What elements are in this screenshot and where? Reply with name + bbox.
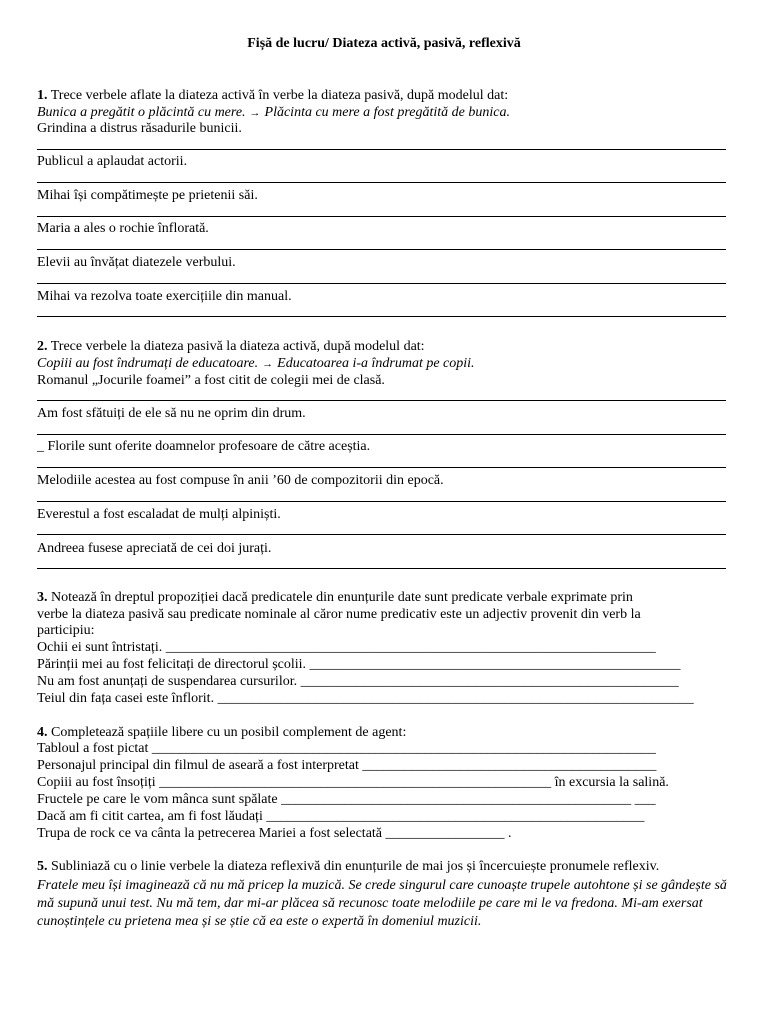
ex2-item: Romanul „Jocurile foamei” a fost citit de colegii mei de clasă. [37,373,385,388]
ex5-number: 5. [37,859,48,874]
ex3-number: 3. [37,590,48,605]
ex3-instruction-line: verbe la diateza pasivă sau predicate nominale al căror nume predicativ este un adjectiv provenit din verb la [37,607,641,622]
ex3-item[interactable]: Ochii ei sunt întristați. ______________________________________________________________________ [37,640,656,655]
ex2-model [37,355,475,373]
answer-line[interactable] [37,149,726,150]
ex2-model-left: Copiii au fost îndrumați de educatoare. [37,356,259,371]
ex2-model-right: Educatoarea i-a îndrumat pe copii. [277,356,475,371]
ex3-item[interactable]: Părinții mei au fost felicitați de directorul școlii. _____________________________________________________ [37,657,681,672]
page-title: Fișă de lucru/ Diateza activă, pasivă, reflexivă [247,36,521,51]
ex4-item[interactable]: Copiii au fost însoțiți ________________________________________________________ în excursia la salină. [37,775,669,790]
ex1-model-left: Bunica a pregătit o plăcintă cu mere. [37,105,246,120]
ex2-instruction [37,338,425,355]
ex2-item: Am fost sfătuiți de ele să nu ne oprim din drum. [37,406,306,421]
ex2-item: Andreea fusese apreciată de cei doi jurați. [37,541,272,556]
ex1-item: Maria a ales o rochie înflorată. [37,221,209,236]
answer-line[interactable] [37,501,726,502]
answer-line[interactable] [37,534,726,535]
ex4-number: 4. [37,725,48,740]
ex1-item: Elevii au învățat diatezele verbului. [37,255,236,270]
ex4-item[interactable]: Personajul principal din filmul de aseară a fost interpretat __________________________________________ [37,758,657,773]
arrow-icon: → [262,358,274,370]
ex3-item[interactable]: Nu am fost anunțați de suspendarea cursurilor. ______________________________________________________ [37,674,679,689]
ex4-item[interactable]: Trupa de rock ce va cânta la petrecerea Mariei a fost selectată _________________ . [37,826,512,841]
ex2-item: Everestul a fost escaladat de mulți alpiniști. [37,507,281,522]
answer-line[interactable] [37,434,726,435]
ex1-instruction-text: Trece verbele aflate la diateza activă în verbe la diateza pasivă, după modelul dat: [47,88,509,103]
ex3-instruction-line [37,589,633,606]
ex1-instruction [37,87,508,104]
ex1-number: 1. [37,88,48,103]
answer-line[interactable] [37,568,726,569]
ex3-item[interactable]: Teiul din fața casei este înflorit. ____________________________________________________________________ [37,691,694,706]
answer-line[interactable] [37,216,726,217]
ex5-instruction [37,858,659,875]
ex2-number: 2. [37,339,48,354]
ex1-item: Mihai își compătimește pe prietenii săi. [37,188,258,203]
ex5-paragraph[interactable]: Fratele meu își imaginează că nu mă pricep la muzică. Se crede singurul care cunoaște trupele autohtone și se gândește să mă supună unui test. Nu mă tem, dar mi-ar plăcea să recunosc toate melodiile pe care mi le va fredona. Mi-am exersat cunoștințele cu prietena mea și se știe că ea este o expertă în domeniul muzicii. [37,878,727,929]
arrow-icon: → [249,107,261,119]
ex2-instruction-text: Trece verbele la diateza pasivă la diateza activă, după modelul dat: [47,339,425,354]
ex5-instruction-text: Subliniază cu o linie verbele la diateza reflexivă din enunțurile de mai jos și încercuiește pronumele reflexiv. [47,859,660,874]
ex1-item: Grindina a distrus răsadurile bunicii. [37,121,242,136]
ex1-item: Mihai va rezolva toate exercițiile din manual. [37,289,292,304]
ex4-item[interactable]: Dacă am fi citit cartea, am fi fost lăudați ______________________________________________________ [37,809,645,824]
ex4-item[interactable]: Tabloul a fost pictat ________________________________________________________________________ [37,741,656,756]
ex2-item: Melodiile acestea au fost compuse în anii ’60 de compozitorii din epocă. [37,473,444,488]
ex2-item: _ Florile sunt oferite doamnelor profesoare de către aceștia. [37,439,371,454]
ex4-instruction [37,724,406,741]
answer-line[interactable] [37,283,726,284]
answer-line[interactable] [37,400,726,401]
ex3-instruction-line: participiu: [37,623,95,638]
ex1-model-right: Plăcinta cu mere a fost pregătită de bunica. [264,105,511,120]
ex4-instruction-text: Completează spațiile libere cu un posibil complement de agent: [47,725,407,740]
answer-line[interactable] [37,467,726,468]
answer-line[interactable] [37,182,726,183]
ex1-item: Publicul a aplaudat actorii. [37,154,188,169]
answer-line[interactable] [37,249,726,250]
ex4-item[interactable]: Fructele pe care le vom mânca sunt spălate __________________________________________________ ___ [37,792,656,807]
answer-line[interactable] [37,316,726,317]
ex3-instruction-text: Notează în dreptul propoziției dacă predicatele din enunțurile date sunt predicate verbale exprimate prin [47,590,633,605]
